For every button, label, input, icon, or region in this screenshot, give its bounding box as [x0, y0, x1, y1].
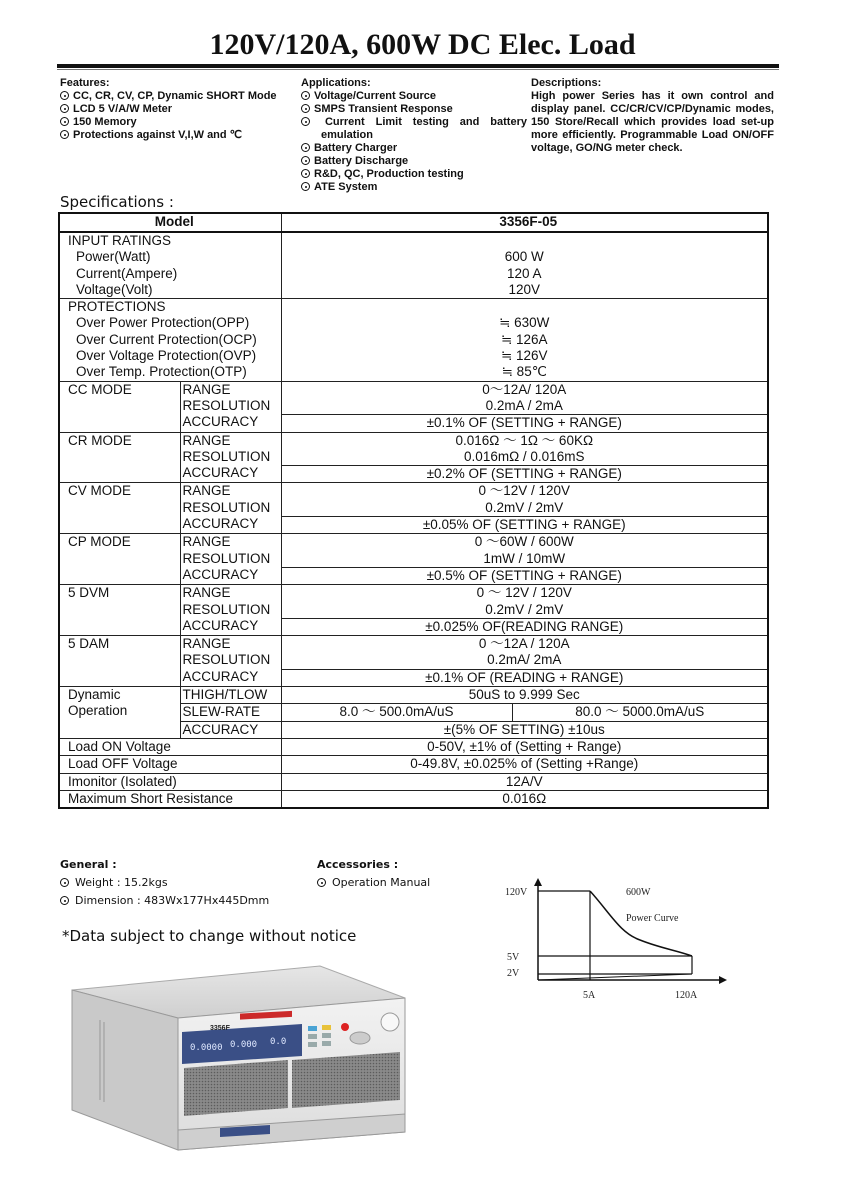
- disclaimer-notice: *Data subject to change without notice: [62, 927, 357, 945]
- accuracy-label: ACCURACY: [182, 617, 259, 633]
- mode-name: CP MODE: [59, 534, 180, 585]
- mode-name: CV MODE: [59, 483, 180, 534]
- rating-label: Voltage(Volt): [76, 281, 153, 297]
- misc-label: Load OFF Voltage: [59, 756, 281, 773]
- bullet-icon: [60, 117, 69, 126]
- feature-item: 150 Memory: [60, 116, 300, 129]
- mode-name: 5 DVM: [59, 585, 180, 636]
- dynamic-name-line2: Operation: [68, 703, 128, 719]
- bullet-icon: [301, 169, 310, 178]
- model-label: 3356F: [210, 1025, 230, 1032]
- protection-value: ≒ 85℃: [501, 364, 547, 380]
- bullet-icon: [60, 91, 69, 100]
- bullet-icon: [301, 182, 310, 191]
- specifications-table: [58, 212, 769, 809]
- load-off-voltage-row: [59, 756, 768, 773]
- range-value: 0 ～60W / 600W: [474, 534, 574, 550]
- resolution-label: RESOLUTION: [182, 601, 271, 617]
- range-value: 0 ～12A / 120A: [478, 636, 570, 652]
- accuracy-value: ±0.05% OF (SETTING + RANGE): [281, 517, 768, 534]
- descriptions-heading: Descriptions:: [531, 77, 602, 89]
- thigh-value: 50uS to 9.999 Sec: [281, 687, 768, 704]
- features-section: [60, 77, 300, 142]
- resolution-value: 0.2mV / 2mV: [485, 499, 564, 515]
- resolution-value: 0.2mV / 2mV: [485, 601, 564, 617]
- range-label: RANGE: [182, 483, 231, 499]
- resolution-value: 0.2mA/ 2mA: [487, 652, 562, 668]
- dynamic-accuracy-value: ±(5% OF SETTING) ±10us: [281, 721, 768, 738]
- power-curve-diagram: [495, 868, 730, 1008]
- input-ratings-row: [59, 232, 768, 299]
- bullet-icon: [317, 878, 326, 887]
- resolution-label: RESOLUTION: [182, 550, 271, 566]
- input-ratings-title: INPUT RATINGS: [68, 233, 172, 248]
- accuracy-label: ACCURACY: [182, 516, 259, 532]
- protection-value: ≒ 126V: [500, 348, 548, 364]
- descriptions-section: [531, 77, 774, 155]
- bullet-icon: [60, 878, 69, 887]
- application-item: Voltage/Current Source: [301, 90, 527, 103]
- accuracy-value: ±0.5% OF (SETTING + RANGE): [281, 567, 768, 584]
- mode-row-dvm: [59, 585, 768, 619]
- misc-label: Maximum Short Resistance: [59, 790, 281, 808]
- electronic-load-illustration: [60, 960, 420, 1160]
- general-item: Dimension : 483Wx177Hx445Dmm: [60, 892, 269, 910]
- bullet-icon: [301, 104, 310, 113]
- y-label-120v: 120V: [505, 887, 528, 898]
- range-value: 0 ～ 12V / 120V: [476, 585, 572, 601]
- title-divider-thin: [57, 69, 779, 70]
- rating-value: 600 W: [504, 249, 544, 265]
- header-model-number: 3356F-05: [281, 213, 768, 232]
- dynamic-row-thigh: [59, 687, 768, 704]
- accuracy-label: ACCURACY: [182, 465, 259, 481]
- mode-row-dam: [59, 636, 768, 670]
- resolution-value: 0.016mΩ / 0.016mS: [464, 448, 585, 464]
- slew-label: SLEW-RATE: [180, 704, 281, 721]
- accuracy-label: ACCURACY: [182, 566, 259, 582]
- rating-label: Power(Watt): [76, 249, 151, 265]
- bullet-icon: [301, 117, 310, 126]
- range-value: 0 ～12V / 120V: [478, 483, 571, 499]
- bullet-icon: [60, 104, 69, 113]
- display-power: 0.0: [270, 1037, 287, 1047]
- resolution-value: 1mW / 10mW: [483, 550, 566, 566]
- misc-value: 0-50V, ±1% of (Setting + Range): [281, 738, 768, 755]
- thigh-label: THIGH/TLOW: [180, 687, 281, 704]
- range-label: RANGE: [182, 381, 231, 397]
- misc-value: 0-49.8V, ±0.025% of (Setting +Range): [281, 756, 768, 773]
- accuracy-value: ±0.1% OF (SETTING + RANGE): [281, 415, 768, 432]
- protection-label: Over Voltage Protection(OVP): [76, 348, 257, 364]
- resolution-value: 0.2mA / 2mA: [485, 397, 563, 413]
- slew-low-value: 8.0 ～ 500.0mA/uS: [281, 704, 512, 721]
- x-label-120a: 120A: [675, 990, 698, 1001]
- range-label: RANGE: [182, 585, 231, 601]
- range-value: 0.016Ω ～ 1Ω ～ 60KΩ: [455, 432, 594, 448]
- protections-title: PROTECTIONS: [68, 299, 166, 315]
- resolution-label: RESOLUTION: [182, 652, 271, 668]
- rating-value: 120 A: [506, 265, 542, 281]
- dynamic-name: Dynamic: [68, 687, 121, 703]
- resolution-label: RESOLUTION: [182, 499, 271, 515]
- y-label-5v: 5V: [507, 952, 520, 963]
- protection-label: Over Temp. Protection(OTP): [76, 364, 247, 380]
- imonitor-row: [59, 773, 768, 790]
- misc-value: 12A/V: [281, 773, 768, 790]
- application-item: Current Limit testing and battery: [301, 116, 527, 129]
- range-label: RANGE: [182, 432, 231, 448]
- general-heading: General :: [60, 858, 117, 871]
- accessories-heading: Accessories :: [317, 858, 399, 871]
- general-item: Weight : 15.2kgs: [60, 874, 269, 892]
- accuracy-value: ±0.025% OF(READING RANGE): [281, 618, 768, 635]
- mode-row-cr: [59, 432, 768, 466]
- application-item: ATE System: [301, 181, 527, 194]
- slew-high-value: 80.0 ～ 5000.0mA/uS: [512, 704, 768, 721]
- accuracy-value: ±0.2% OF (SETTING + RANGE): [281, 466, 768, 483]
- misc-label: Imonitor (Isolated): [59, 773, 281, 790]
- application-item-continued: emulation: [321, 129, 373, 141]
- application-item: Battery Charger: [301, 142, 527, 155]
- application-item: SMPS Transient Response: [301, 103, 527, 116]
- range-label: RANGE: [182, 636, 231, 652]
- rating-value: 120V: [508, 281, 541, 297]
- accuracy-label: ACCURACY: [182, 414, 259, 430]
- features-heading: Features:: [60, 77, 110, 89]
- feature-item: CC, CR, CV, CP, Dynamic SHORT Mode: [60, 90, 300, 103]
- range-label: RANGE: [182, 534, 231, 550]
- accuracy-label: ACCURACY: [182, 668, 259, 684]
- application-item: R&D, QC, Production testing: [301, 168, 527, 181]
- page-title: 120V/120A, 600W DC Elec. Load: [209, 28, 636, 61]
- title-divider: [57, 64, 779, 68]
- mode-row-cp: [59, 534, 768, 568]
- protections-row: [59, 299, 768, 381]
- specifications-heading: Specifications :: [60, 193, 174, 211]
- applications-heading: Applications:: [301, 77, 371, 89]
- bullet-icon: [301, 156, 310, 165]
- bullet-icon: [301, 143, 310, 152]
- x-label-5a: 5A: [583, 990, 596, 1001]
- protection-label: Over Current Protection(OCP): [76, 331, 257, 347]
- descriptions-text: High power Series has it own control and display panel. CC/CR/CV/CP/Dynamic modes, 150 Store/Recall which provides load set-up more efficiently. Programmable Load ON/OFF voltage, GO/NG meter check.: [531, 90, 774, 154]
- curve-annotation: Power Curve: [626, 913, 679, 924]
- range-value: 0～12A/ 120A: [482, 381, 567, 397]
- power-curve-graphic: [495, 868, 730, 1008]
- bullet-icon: [60, 130, 69, 139]
- misc-value: 0.016Ω: [281, 790, 768, 808]
- mode-name: 5 DAM: [59, 636, 180, 687]
- resolution-label: RESOLUTION: [182, 448, 271, 464]
- product-photo: [60, 960, 420, 1160]
- mode-row-cc: [59, 381, 768, 415]
- mode-name: CR MODE: [59, 432, 180, 483]
- resolution-label: RESOLUTION: [182, 397, 271, 413]
- display-current: 0.000: [230, 1040, 258, 1050]
- protection-value: ≒ 126A: [500, 331, 548, 347]
- general-section: [60, 856, 269, 910]
- application-item: Battery Discharge: [301, 155, 527, 168]
- mode-name: CC MODE: [59, 381, 180, 432]
- bullet-icon: [301, 91, 310, 100]
- protection-label: Over Power Protection(OPP): [76, 315, 250, 331]
- accessory-item: Operation Manual: [317, 874, 430, 892]
- rating-label: Current(Ampere): [76, 265, 178, 281]
- mode-row-cv: [59, 483, 768, 517]
- load-on-voltage-row: [59, 738, 768, 755]
- protection-value: ≒ 630W: [499, 315, 550, 331]
- accessories-section: [317, 856, 430, 892]
- applications-section: [301, 77, 527, 194]
- max-short-resistance-row: [59, 790, 768, 808]
- feature-item: LCD 5 V/A/W Meter: [60, 103, 300, 116]
- table-header-row: [59, 213, 768, 232]
- accuracy-value: ±0.1% OF (READING + RANGE): [281, 669, 768, 686]
- header-model: Model: [59, 213, 281, 232]
- y-label-2v: 2V: [507, 968, 520, 979]
- feature-item: Protections against V,I,W and ℃: [60, 129, 300, 142]
- display-voltage: 0.0000: [190, 1043, 223, 1053]
- dynamic-accuracy-label: ACCURACY: [180, 721, 281, 738]
- misc-label: Load ON Voltage: [59, 738, 281, 755]
- bullet-icon: [60, 896, 69, 905]
- power-annotation: 600W: [626, 887, 651, 898]
